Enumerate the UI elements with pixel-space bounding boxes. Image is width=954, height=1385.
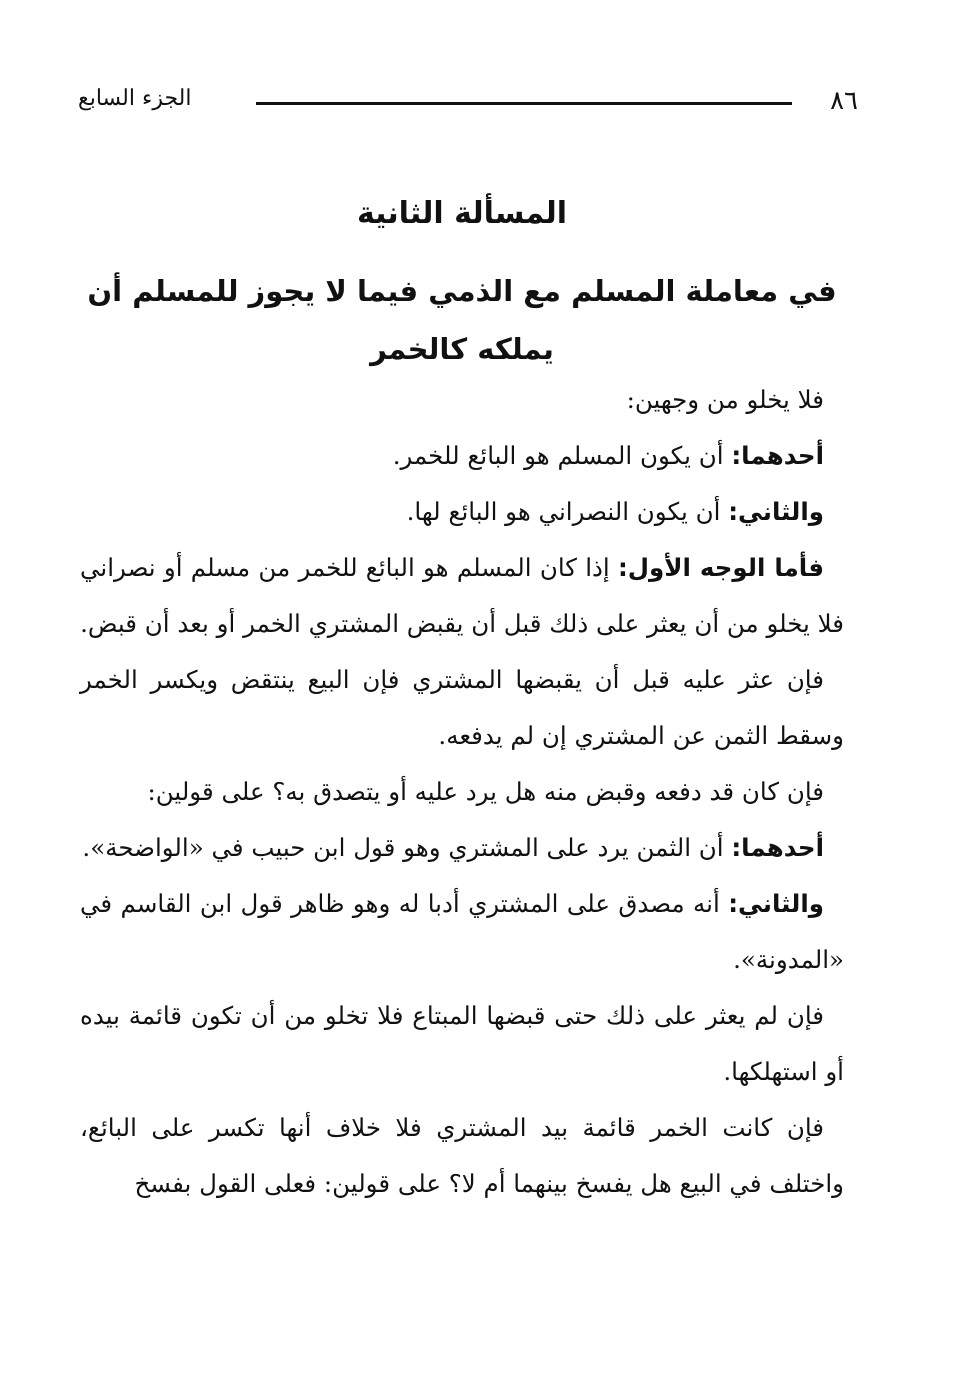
- paragraph-text: أنه مصدق على المشتري أدبا له وهو ظاهر قول ابن القاسم في «المدونة».: [80, 889, 844, 974]
- paragraph-lead: فأما الوجه الأول:: [617, 553, 824, 582]
- paragraph-text: فإن كان قد دفعه وقبض منه هل يرد عليه أو يتصدق به؟ على قولين:: [147, 777, 824, 806]
- paragraph: [80, 764, 844, 820]
- paragraph: [80, 988, 844, 1100]
- paragraph: [80, 428, 844, 484]
- paragraph: [80, 652, 844, 764]
- running-title: الجزء السابع: [78, 86, 192, 111]
- paragraph: [80, 1100, 844, 1212]
- paragraph-text: فإن لم يعثر على ذلك حتى قبضها المبتاع فلا تخلو من أن تكون قائمة بيده أو استهلكها.: [80, 1001, 844, 1086]
- page-header: [78, 80, 858, 124]
- paragraph-text: أن يكون النصراني هو البائع لها.: [406, 497, 729, 526]
- page-number: ٨٦: [830, 86, 858, 116]
- paragraph-text: أن يكون المسلم هو البائع للخمر.: [392, 441, 732, 470]
- paragraph-lead: والثاني:: [728, 497, 824, 526]
- paragraph-text: فإن كانت الخمر قائمة بيد المشتري فلا خلاف أنها تكسر على البائع، واختلف في البيع هل يفسخ بينهما أم لا؟ على قولين: فعلى القول بفسخ: [80, 1113, 844, 1198]
- section-title: المسألة الثانية: [356, 196, 568, 231]
- paragraph: [80, 484, 844, 540]
- paragraph-text: فلا يخلو من وجهين:: [626, 385, 824, 414]
- paragraph-text: إذا كان المسلم هو البائع للخمر من مسلم أو نصراني فلا يخلو من أن يعثر على ذلك قبل أن يقبض المشتري الخمر أو بعد أن قبض.: [80, 553, 844, 638]
- header-rule: [256, 102, 792, 105]
- paragraph: [80, 372, 844, 428]
- paragraph-lead: أحدهما:: [731, 833, 824, 862]
- paragraph-text: فإن عثر عليه قبل أن يقبضها المشتري فإن البيع ينتقض ويكسر الخمر وسقط الثمن عن المشتري إن لم يدفعه.: [80, 665, 844, 750]
- paragraph: [80, 820, 844, 876]
- section-subtitle: في معاملة المسلم مع الذمي فيما لا يجوز للمسلم أن يملكه كالخمر: [87, 274, 837, 366]
- paragraph-text: أن الثمن يرد على المشتري وهو قول ابن حبيب في «الواضحة».: [82, 833, 732, 862]
- body-text: [80, 372, 844, 1212]
- paragraph: [80, 540, 844, 652]
- paragraph-lead: والثاني:: [728, 889, 824, 918]
- paragraph-lead: أحدهما:: [731, 441, 824, 470]
- paragraph: [80, 876, 844, 988]
